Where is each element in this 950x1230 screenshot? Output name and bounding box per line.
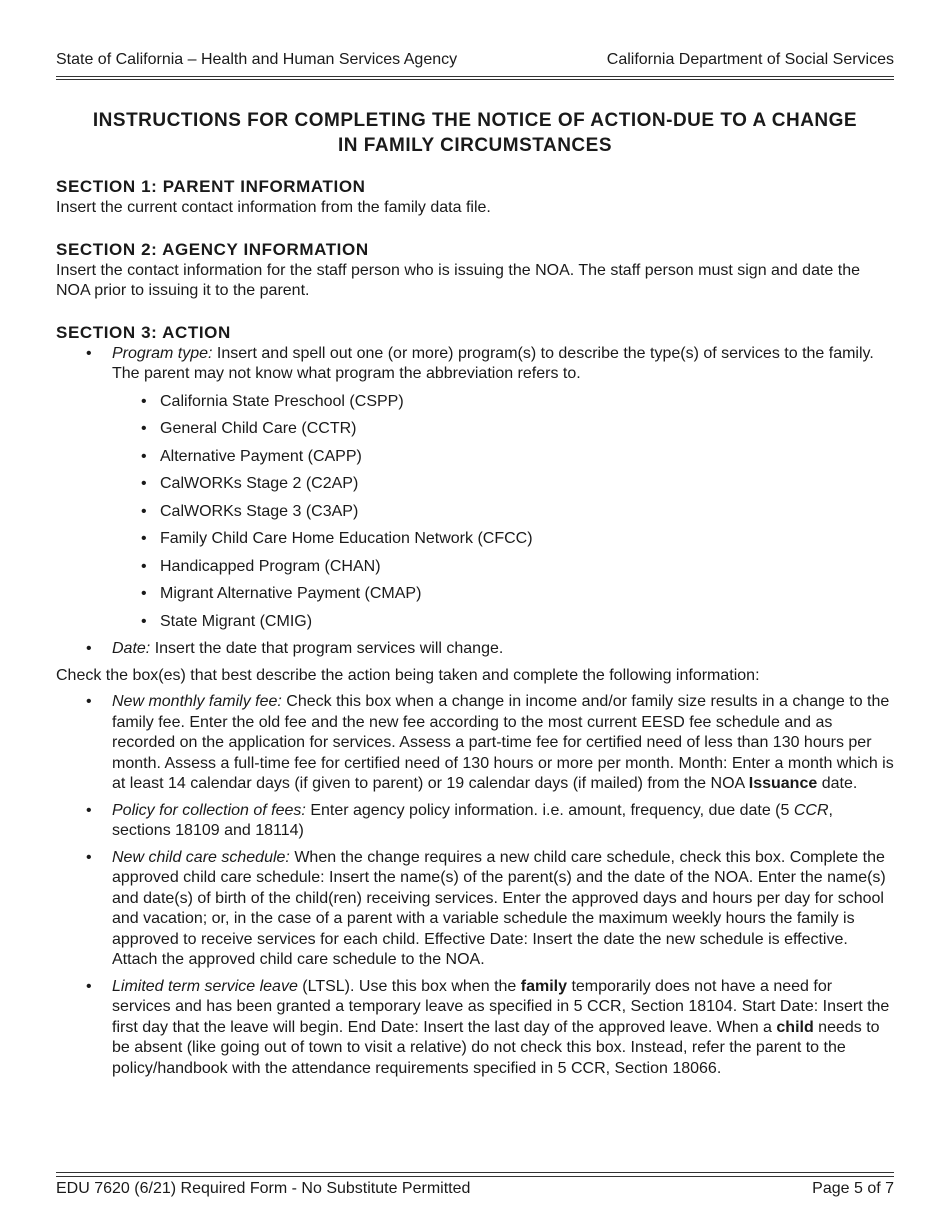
footer-rule bbox=[56, 1172, 894, 1173]
program-type-text: Insert and spell out one (or more) program(s) to describe the type(s) of services to the family. The parent may not know what program the abbreviation refers to. bbox=[112, 344, 874, 382]
section-1-text: Insert the current contact information from the family data file. bbox=[56, 199, 491, 216]
footer-rule-double bbox=[56, 1176, 894, 1177]
section-1-heading: SECTION 1: PARENT INFORMATION bbox=[56, 177, 366, 196]
program-item: • CalWORKs Stage 3 (C3AP) bbox=[112, 502, 894, 523]
date-text: Insert the date that program services will change. bbox=[150, 640, 504, 657]
check-intro: Check the box(es) that best describe the action being taken and complete the following information: bbox=[56, 666, 760, 684]
program-list bbox=[112, 392, 894, 633]
policy-label: Policy for collection of fees: bbox=[112, 801, 306, 819]
header-department: California Department of Social Services bbox=[606, 51, 894, 68]
date-item bbox=[56, 639, 894, 660]
fee-bold: Issuance bbox=[748, 775, 818, 792]
leave-bold-1: family bbox=[520, 977, 568, 995]
section-3-list bbox=[56, 344, 894, 660]
program-item: • Handicapped Program (CHAN) bbox=[112, 557, 894, 578]
schedule-label: New child care schedule: bbox=[112, 848, 290, 866]
policy-ccr: CCR bbox=[793, 801, 829, 819]
program-item: • CalWORKs Stage 2 (C2AP) bbox=[112, 474, 894, 495]
document-title bbox=[56, 108, 894, 158]
leave-bold-2: child bbox=[776, 1018, 814, 1036]
policy-end: , sections 18109 and 18114) bbox=[112, 801, 833, 839]
document-body bbox=[56, 176, 894, 1085]
leave-text-2: temporarily does not have a need for services and has been granted a temporary leave as specified in 5 CCR, Section 18104. Start Date: Insert the first day that the leave will begin. End Date: Insert the last day of the approved leave. When a bbox=[112, 977, 890, 1036]
program-item: • State Migrant (CMIG) bbox=[112, 612, 894, 633]
header-rule-double bbox=[56, 79, 894, 80]
program-item: • General Child Care (CCTR) bbox=[112, 419, 894, 440]
section-1 bbox=[56, 176, 894, 219]
program-type-label: Program type: bbox=[112, 344, 213, 362]
program-item: • Migrant Alternative Payment (CMAP) bbox=[112, 584, 894, 605]
fee-text: Check this box when a change in income and/or family size results in a change to the family fee. Enter the old fee and the new fee according to the most current EESD fee schedule and as recorded on the application for services. Assess a part-time fee for certified need of less than 130 hours per month. Assess a full-time fee for certified need of 130 hours or more per month. Month: Enter a month which is at least 14 calendar days (if given to parent) or 19 calendar days (if mailed) from the NOA bbox=[112, 693, 894, 792]
action-list bbox=[56, 692, 894, 1079]
section-2 bbox=[56, 239, 894, 302]
title-line-1: INSTRUCTIONS FOR COMPLETING THE NOTICE OF ACTION-DUE TO A CHANGE bbox=[92, 110, 858, 131]
program-type-item bbox=[56, 344, 894, 633]
program-item: • Family Child Care Home Education Network (CFCC) bbox=[112, 529, 894, 550]
leave-label: Limited term service leave bbox=[112, 977, 298, 995]
title-line-2: IN FAMILY CIRCUMSTANCES bbox=[337, 135, 612, 156]
page-number: Page 5 of 7 bbox=[812, 1180, 894, 1197]
fee-item bbox=[56, 692, 894, 795]
footer-form-id: EDU 7620 (6/21) Required Form - No Substitute Permitted bbox=[56, 1180, 471, 1197]
policy-item bbox=[56, 801, 894, 842]
program-item: • Alternative Payment (CAPP) bbox=[112, 447, 894, 468]
policy-text: Enter agency policy information. i.e. amount, frequency, due date (5 bbox=[305, 801, 794, 819]
date-label: Date: bbox=[112, 640, 151, 657]
fee-label: New monthly family fee: bbox=[112, 693, 282, 710]
program-item: • California State Preschool (CSPP) bbox=[112, 392, 894, 413]
page-footer bbox=[56, 1179, 894, 1200]
leave-text-1: (LTSL). Use this box when the bbox=[297, 977, 521, 995]
fee-end: date. bbox=[817, 775, 858, 792]
schedule-text: When the change requires a new child care schedule, check this box. Complete the approved child care schedule: Insert the name(s) of the parent(s) and the date of the NOA. Enter the name(s) and date(s) of birth of the child(ren) receiving services. Enter the approved days and hours per day for school and vacation; or, in the case of a parent with a variable schedule the maximum weekly hours the family is approved to receive services for each child. Effective Date: Insert the date the new schedule is effective. Attach the approved child care schedule to the NOA. bbox=[112, 848, 886, 968]
leave-text-3: needs to be absent (like going out of town to visit a relative) do not check this box. Instead, refer the parent to the policy/handbook with the attendance requirements specified in 5 CCR, Section 18066. bbox=[112, 1018, 880, 1077]
schedule-item bbox=[56, 848, 894, 971]
section-3-heading: SECTION 3: ACTION bbox=[56, 322, 231, 342]
section-3 bbox=[56, 322, 894, 1080]
section-2-heading: SECTION 2: AGENCY INFORMATION bbox=[56, 239, 369, 259]
page-header bbox=[56, 50, 894, 71]
section-2-text: Insert the contact information for the staff person who is issuing the NOA. The staff person must sign and date the NOA prior to issuing it to the parent. bbox=[56, 261, 860, 299]
leave-item bbox=[56, 977, 894, 1080]
header-agency: State of California – Health and Human Services Agency bbox=[56, 51, 458, 68]
header-rule bbox=[56, 76, 894, 77]
